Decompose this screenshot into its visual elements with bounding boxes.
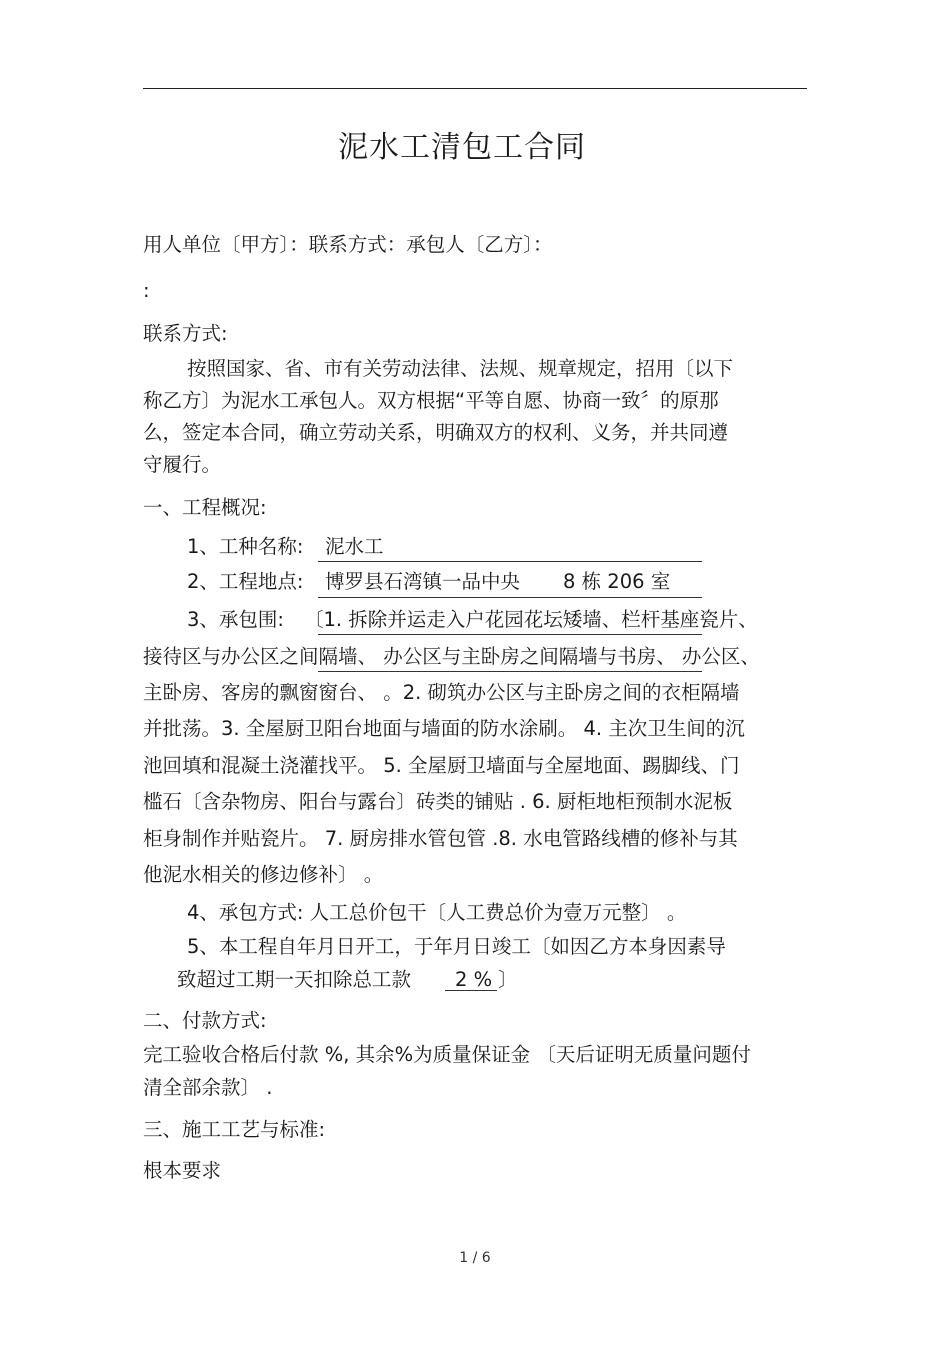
section-heading: 二、付款方式: (143, 1009, 267, 1032)
scope-line: 接待区与办公区之间隔墙、 办公区与主卧房之间隔墙与书房、 办公区、 (143, 645, 760, 668)
fill-underline (318, 634, 702, 635)
item-value-room: 8 栋 206 室 (563, 570, 671, 593)
intro-line: 按照国家、省、市有关劳动法律、法规、规章规定，招用〔以下 (187, 357, 734, 380)
item-label: 1、工种名称: (187, 535, 304, 558)
intro-line: 么，签定本合同，确立劳动关系，明确双方的权利、义务，并共同遵 (143, 421, 729, 444)
section-heading: 一、工程概况: (143, 496, 267, 519)
intro-line: 称乙方〕为泥水工承包人。双方根据“平等自愿、协商一致〞的原那 (143, 389, 719, 412)
schedule-line-2: 致超过工期一天扣除总工款 (177, 968, 412, 991)
fill-underline (318, 671, 702, 672)
section-heading: 三、施工工艺与标准: (143, 1118, 326, 1141)
scope-line: 他泥水相关的修边修补〕 。 (143, 863, 384, 886)
top-rule (143, 88, 807, 89)
schedule-line-2-end: 〕 (498, 968, 518, 991)
document-title: 泥水工清包工合同 (338, 130, 586, 165)
item-value: 泥水工 (325, 535, 384, 558)
subheading: 根本要求 (143, 1159, 222, 1182)
contract-mode-line: 4、承包方式: 人工总价包干〔人工费总价为壹万元整〕 。 (187, 901, 687, 924)
item-label: 3、承包围: (187, 608, 284, 631)
scope-line: 〔1. 拆除并运走入户花园花坛矮墙、栏杆基座瓷片、 (304, 608, 758, 631)
fill-underline (318, 597, 702, 598)
schedule-line: 5、本工程自年月日开工，于年月日竣工〔如因乙方本身因素导 (187, 935, 726, 958)
penalty-percent: 2 % (455, 968, 493, 991)
fill-underline (318, 561, 702, 562)
scope-line: 池回填和混凝土浇灌找平。 5. 全屋厨卫墙面与全屋地面、踢脚线、门 (143, 754, 740, 777)
item-value: 博罗县石湾镇一品中央 (325, 570, 521, 593)
page-number: 1 / 6 (459, 1250, 491, 1266)
item-label: 2、工程地点: (187, 570, 304, 593)
party-line: 用人单位〔甲方〕：联系方式：承包人〔乙方〕： (143, 233, 553, 256)
scope-line: 并批荡。3. 全屋厨卫阳台地面与墙面的防水涂刷。 4. 主次卫生间的沉 (143, 717, 745, 740)
contact-line: 联系方式: (143, 322, 228, 345)
payment-line: 完工验收合格后付款 %, 其余%为质量保证金 〔天后证明无质量问题付 (143, 1043, 751, 1066)
payment-line: 清全部余款〕 . (143, 1076, 273, 1099)
scope-line: 柜身制作并贴瓷片。 7. 厨房排水管包管 .8. 水电管路线槽的修补与其 (143, 827, 738, 850)
colon-line: : (143, 279, 150, 302)
scope-line: 主卧房、客房的飘窗窗台、 。2. 砌筑办公区与主卧房之间的衣柜隔墙 (143, 681, 740, 704)
scope-line: 槛石〔含杂物房、阳台与露台〕砖类的铺贴 . 6. 厨柜地柜预制水泥板 (143, 790, 733, 813)
fill-underline (445, 990, 497, 991)
intro-line: 守履行。 (143, 453, 222, 476)
